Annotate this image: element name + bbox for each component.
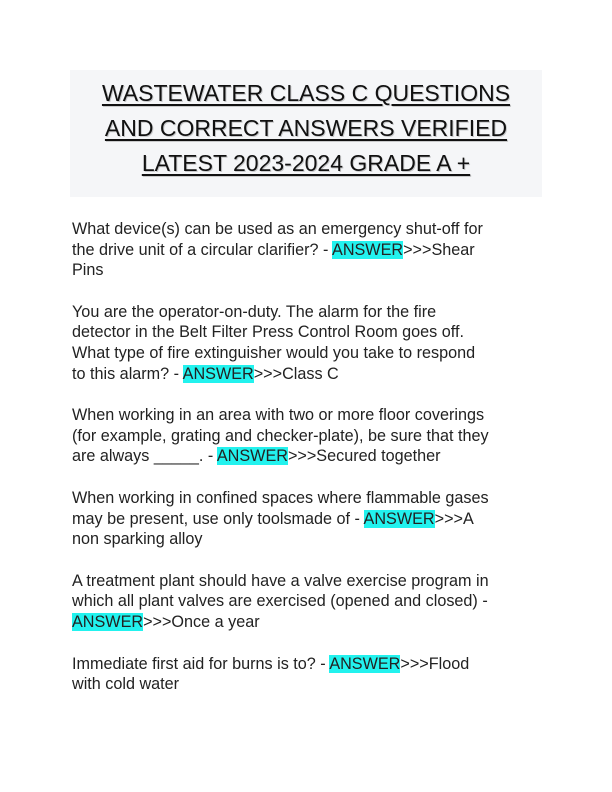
question-text: the drive unit of a circular clarifier? - xyxy=(72,240,333,259)
answer-marker-highlight: ANSWER xyxy=(182,364,254,383)
qa-line: non sparking alloy xyxy=(72,530,203,549)
qa-line xyxy=(72,364,542,385)
document-title-line-1: WASTEWATER CLASS C QUESTIONS xyxy=(101,80,511,106)
qa-item xyxy=(72,219,542,281)
question-text: Immediate first aid for burns is to? - xyxy=(72,654,330,673)
qa-line: When working in an area with two or more floor coverings xyxy=(72,406,485,425)
document-title-line-2: AND CORRECT ANSWERS VERIFIED xyxy=(104,115,508,141)
answer-text: >>>Shear xyxy=(403,240,475,259)
qa-line xyxy=(72,446,542,467)
qa-line: What device(s) can be used as an emergency shut-off for xyxy=(72,220,483,238)
answer-marker-highlight: ANSWER xyxy=(329,654,401,673)
question-text: to this alarm? - xyxy=(72,364,183,383)
qa-line: When working in confined spaces where flammable gases xyxy=(72,488,489,507)
qa-item xyxy=(72,405,542,467)
qa-line xyxy=(72,509,542,530)
answer-text: >>>A xyxy=(434,509,474,528)
question-text: may be present, use only toolsmade of - xyxy=(72,509,364,528)
qa-line: Pins xyxy=(72,261,104,280)
qa-item xyxy=(72,302,542,384)
qa-line: You are the operator-on-duty. The alarm for the fire xyxy=(72,302,437,321)
question-text: are always _____. - xyxy=(72,447,217,466)
answer-marker-highlight: ANSWER xyxy=(72,612,144,631)
qa-line: detector in the Belt Filter Press Control Room goes off. xyxy=(72,323,464,342)
qa-line: What type of fire extinguisher would you take to respond xyxy=(72,343,476,362)
answer-marker-highlight: ANSWER xyxy=(363,509,435,528)
qa-item xyxy=(72,488,542,550)
qa-line: (for example, grating and checker-plate), be sure that they xyxy=(72,426,489,445)
answer-text: >>>Class C xyxy=(253,364,339,383)
qa-line xyxy=(72,240,542,261)
answer-marker-highlight: ANSWER xyxy=(216,447,288,466)
document-title-line-3: LATEST 2023-2024 GRADE A + xyxy=(141,150,471,176)
answer-marker-highlight: ANSWER xyxy=(332,240,404,259)
answer-text: >>>Flood xyxy=(400,654,470,673)
qa-line: A treatment plant should have a valve exercise program in xyxy=(72,571,489,590)
question-answer-list xyxy=(72,219,542,716)
qa-line xyxy=(72,612,542,633)
qa-line: which all plant valves are exercised (opened and closed) - xyxy=(72,592,488,611)
answer-text: >>>Once a year xyxy=(143,612,260,631)
qa-line: with cold water xyxy=(72,675,180,694)
qa-line xyxy=(72,654,542,675)
qa-item xyxy=(72,571,542,633)
qa-item xyxy=(72,654,542,695)
title-box xyxy=(70,70,542,197)
answer-text: >>>Secured together xyxy=(287,447,441,466)
